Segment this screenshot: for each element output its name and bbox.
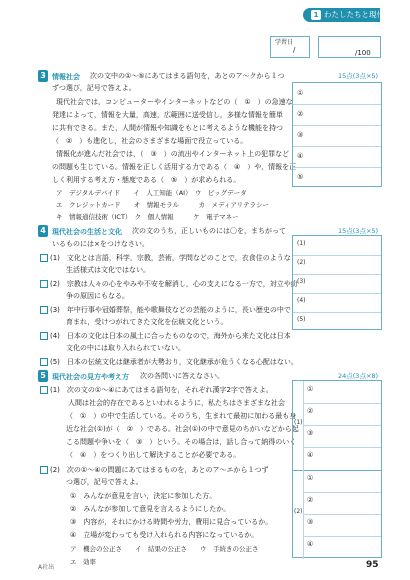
answer-label: ② xyxy=(307,496,314,504)
section-5-number: 5 xyxy=(38,370,48,382)
s5-q1-passage: 近な社会(①)が（ ② ）である。社会(①)の中で意見のちがいなどから起 xyxy=(66,425,299,433)
s3-options-line: キ 情報通信技術（ICT） ク 個人情報 ケ 電子マネー xyxy=(56,213,239,221)
section-5-title: 現代社会の見方や考え方 xyxy=(52,373,129,381)
answer-label: (3) xyxy=(297,278,306,285)
s4-points: 15点(3点×5) xyxy=(338,227,379,235)
s4-item-1: (1) 文化とは言語，科学，宗教，芸術，学問などのことで，衣食住のような xyxy=(40,253,291,263)
s3-passage-line: の問題も生じている。情報を正しく活用する力である（ ④ ）や，情報を正 xyxy=(52,163,297,171)
s3-passage-line: 発達によって，情報を大量，高速，広範囲に送受信し，多様な情報を簡単 xyxy=(52,111,283,119)
s4-item-4: (4) 日本の文化は日本の風土に合ったものなので，海外から来た文化は日本 xyxy=(40,331,291,341)
s5-q2-options: ア 機会の公正さ イ 結果の公正さ ウ 手続きの公正さ xyxy=(70,545,259,553)
answer-label: ② xyxy=(307,407,314,415)
page-number: 95 xyxy=(366,560,379,570)
answer-label: (2) xyxy=(294,508,303,515)
s3-instruction-2: ずつ選び，記号で答えよ。 xyxy=(52,84,136,92)
s4-instruction-2: いるものには×をつけなさい。 xyxy=(52,240,149,248)
answer-label: ① xyxy=(307,385,314,393)
s4-item-2-cont: 争の原因にもなる。 xyxy=(66,292,129,300)
section-4-title: 現代社会の生活と文化 xyxy=(52,228,122,236)
answer-label: ④ xyxy=(297,152,304,160)
s5-q1-passage: （ ① ）の中で生活している。そのうち，生まれて最初に加わる最も身 xyxy=(66,412,297,420)
score-total: /100 xyxy=(355,49,371,57)
answer-label: ① xyxy=(307,474,314,482)
s3-instruction-1: 次の文中の①〜⑤にあてはまる語句を，あとのア〜クから１つ xyxy=(90,72,285,80)
s3-points: 15点(3点×5) xyxy=(338,72,379,80)
answer-label: ③ xyxy=(307,518,314,526)
s3-passage-line: 情報化が進んだ社会では，（ ③ ）の流出やインターネット上の犯罪など xyxy=(56,150,290,158)
answer-label: (4) xyxy=(297,297,306,304)
answer-label: (5) xyxy=(297,316,306,323)
s5-q2-item: ② みんなが参加して意見を言えるようにしたか。 xyxy=(70,505,231,513)
s4-item-2: (2) 宗教は人々の心をやみや不安を解消し，心の支えになる一方で，対立や紛 xyxy=(40,279,298,289)
answer-label: ③ xyxy=(307,429,314,437)
s4-item-3-cont: 育まれ，受けつがれてきた文化を伝統文化という。 xyxy=(66,318,228,326)
chapter-title xyxy=(311,9,399,20)
s5-q1-passage: こる問題や争いを（ ③ ）という。その場合は，話し合って納得のいく xyxy=(66,438,297,446)
answer-label: ④ xyxy=(307,451,314,459)
answer-label: (1) xyxy=(294,419,303,426)
section-3-title: 情報社会 xyxy=(52,73,80,81)
s5-q2-item: ③ 内容が，それにかける時間や労力，費用に見合っているか。 xyxy=(70,518,273,526)
s5-points: 24点(3点×8) xyxy=(338,372,379,380)
s5-q2: (2) 次の①〜④の問題にあてはまるものを，あとのア〜エから１つず xyxy=(40,465,268,475)
answer-label: ⑤ xyxy=(297,173,304,181)
s3-answer-box xyxy=(292,82,382,187)
s5-q1: (1) 次の文の①〜④にあてはまる語句を，それぞれ漢字2字で答えよ。 xyxy=(40,385,273,395)
date-box xyxy=(270,36,310,58)
s4-answer-box xyxy=(292,235,382,330)
publisher: A社出 xyxy=(38,564,55,571)
s3-passage-line: （ ② ）も進化し，社会のさまざまな場面で役立っている。 xyxy=(52,137,248,145)
answer-label: (1) xyxy=(297,240,306,247)
answer-label: ③ xyxy=(297,131,304,139)
s5-q2-cont: つ選び，記号で答えよ。 xyxy=(66,478,143,486)
s5-q1-passage: 人間は社会的存在であるといわれるように，私たちはさまざまな社会 xyxy=(68,399,285,407)
s5-q2-item: ① みんなが意見を言い，決定に参加した方。 xyxy=(70,492,217,500)
score-box xyxy=(318,36,381,58)
s3-options-line: エ クレジットカード オ 情報モラル カ メディアリテラシー xyxy=(56,201,270,209)
section-4-number: 4 xyxy=(38,225,48,237)
s4-instruction-1: 次の文のうち，正しいものには〇を，まちがって xyxy=(132,227,286,235)
s4-item-4-cont: 文化の中には取り入れられていない。 xyxy=(66,344,185,352)
s4-item-5: (5) 日本の伝統文化は継承者が大勢おり，文化継承が危うくなる心配はない。 xyxy=(40,357,298,367)
s3-passage-line: しく利用する考え方・態度である（ ⑤ ）が求められる。 xyxy=(52,176,241,184)
answer-label: ④ xyxy=(307,540,314,548)
s3-passage-line: 現代社会では，コンピューターやインターネットなどの（ ① ）の急速な xyxy=(56,98,293,106)
s3-options-line: ア デジタルデバイド イ 人工知能（AI） ウ ビッグデータ xyxy=(56,189,247,197)
s5-answer-box xyxy=(292,380,382,558)
answer-label: (2) xyxy=(297,259,306,266)
date-separator: / xyxy=(293,46,296,54)
s5-q2-options: エ 効率 xyxy=(70,558,96,566)
answer-label: ① xyxy=(297,89,304,97)
answer-label: ② xyxy=(297,110,304,118)
chapter-title-text: わたしたちと現代社会 xyxy=(324,10,399,19)
date-label: 学習日 xyxy=(275,39,294,46)
s4-item-3: (3) 年中行事や冠婚葬祭，能や歌舞伎などの芸能のように，長い歴史の中で xyxy=(40,305,291,315)
section-3-number: 3 xyxy=(38,70,48,82)
s3-passage-line: に共有できる。また，人間が情報や知識をもとに考えるような機能を持つ xyxy=(52,124,283,132)
s5-q2-item: ④ 立場が変わっても受け入れられる内容になっているか。 xyxy=(70,531,259,539)
chapter-number-badge: 1 xyxy=(311,10,321,20)
s5-q1-passage: （ ④ ）をつくり出して解決することが必要である。 xyxy=(66,451,241,459)
s5-instruction: 次の各問いに答えなさい。 xyxy=(140,372,224,380)
s4-item-1-cont: 生活様式は文化ではない。 xyxy=(66,266,150,274)
